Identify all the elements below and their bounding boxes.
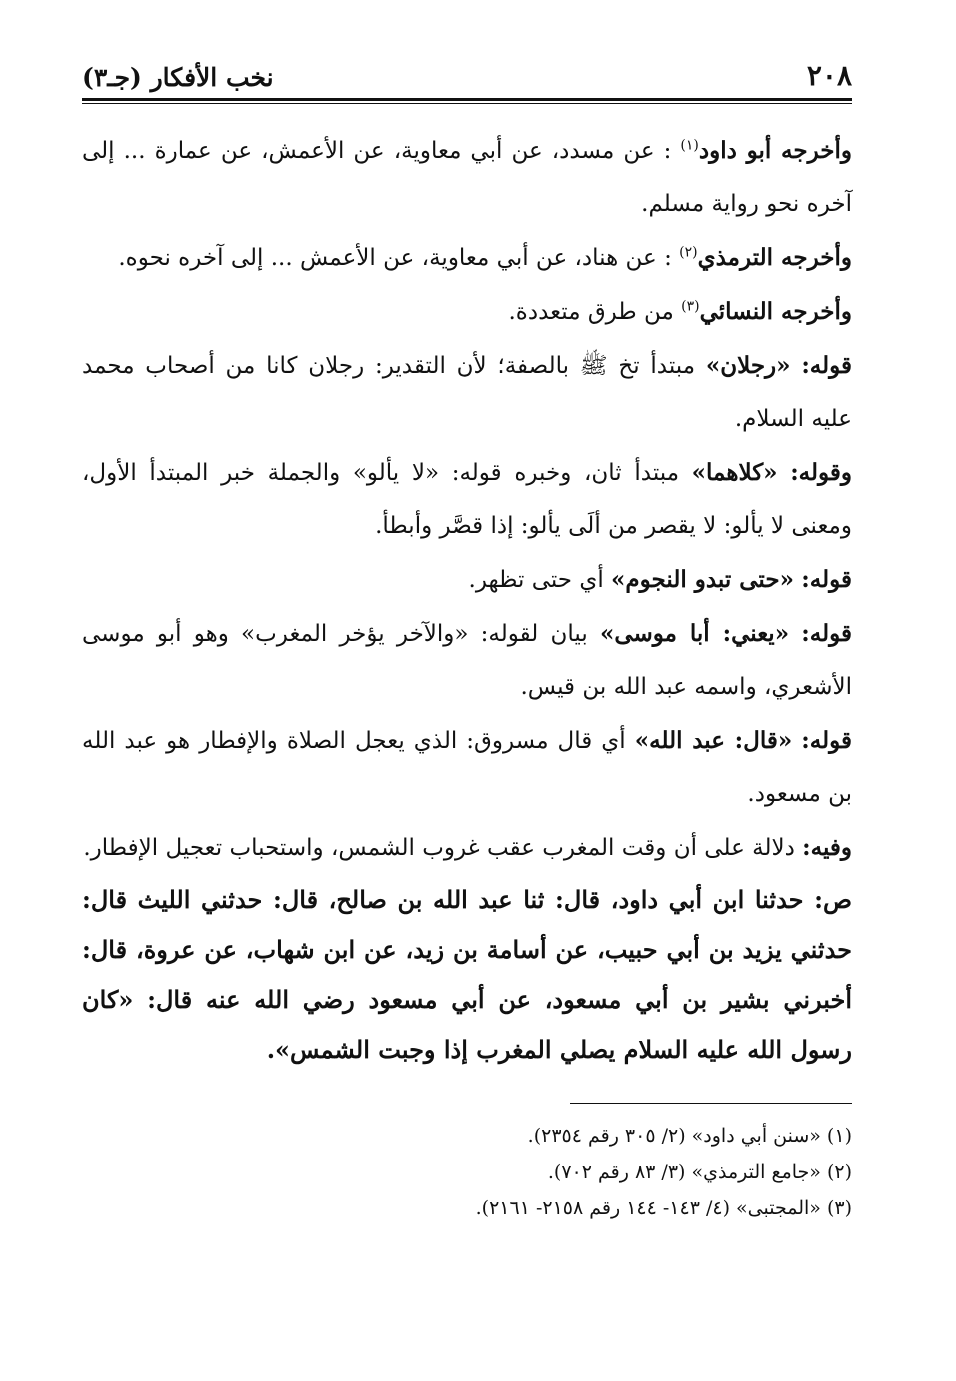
footnote-1: (١) «سنن أبي داود» (٢/ ٣٠٥ رقم ٢٣٥٤). [527,1125,852,1147]
footnote-ref[interactable]: (١) [680,137,699,154]
paragraph-tirmidhi [82,231,852,285]
paragraph-quote: «قال: عبد الله» [634,727,793,754]
paragraph-nujum [82,553,852,607]
footnote-2: (٢) «جامع الترمذي» (٣/ ٨٣ رقم ٧٠٢). [547,1161,852,1183]
paragraph-quote: «رجلان» [705,352,791,379]
page-number: ٢٠٨ [806,59,852,92]
paragraph-text: من طرق متعددة. [508,299,674,325]
header-rule-thin [82,103,852,104]
paragraph-fihi [82,821,852,875]
matn-text: حدثنا ابن أبي داود، قال: ثنا عبد الله بن صالح، قال: حدثني الليث قال: حدثني يزيد بن أبي حبيب، عن أسامة بن زيد، عن ابن شهاب، عن عروة، قال: أخبرني بشير بن أبي مسعود، عن أبي مسعود رضي الله عنه قال: «كان رسول الله عليه السلام يصلي المغرب إذا وجبت الشمس». [82,885,852,1064]
paragraph-lead: وفيه: [802,834,852,861]
page-header [82,52,852,92]
paragraph-quote: «حتى تبدو النجوم» [611,566,794,593]
paragraph-text: مبتدأ ثان، وخبره قوله: «لا يألو» والجملة خبر المبتدأ الأول، ومعنى لا يألو: لا يقصر من ألَى يألو: إذا قصَّر وأبطأ. [82,460,852,539]
paragraph-lead: وأخرجه الترمذي [697,244,852,271]
footnote-3: (٣) «المجتبى» (٤/ ١٤٣- ١٤٤ رقم ٢١٥٨- ٢١٦١). [475,1197,852,1219]
paragraph-text: مبتدأ تخ ﷺ بالصفة؛ لأن التقدير: رجلان كانا من أصحاب محمد عليه السلام. [82,353,852,432]
paragraph-text: : عن هناد، عن أبي معاوية، عن الأعمش ... إلى آخره نحوه. [118,245,672,271]
paragraph-lead: قوله: [801,620,853,647]
paragraph-text: أي قال مسروق: الذي يعجل الصلاة والإفطار هو عبد الله بن مسعود. [82,728,852,807]
paragraph-lead: وقوله: [790,459,852,486]
paragraph-abdullah [82,714,852,821]
paragraph-quote: «كلاهما» [691,459,778,486]
footnotes [82,1118,852,1226]
footnote-ref[interactable]: (٣) [681,298,700,315]
paragraph-lead: قوله: [801,727,853,754]
paragraph-text: أي حتى تظهر. [468,567,604,593]
paragraph-abu-dawud [82,124,852,231]
paragraph-lead: وأخرجه النسائي [699,298,852,325]
paragraph-quote: «يعني: أبا موسى» [599,620,790,647]
paragraph-nasai [82,285,852,339]
main-text [82,124,852,1075]
paragraph-rajulan [82,339,852,446]
paragraph-text: دلالة على أن وقت المغرب عقب غروب الشمس، واستحباب تعجيل الإفطار. [83,835,795,861]
paragraph-text: بيان لقوله: «والآخر يؤخر المغرب» وهو أبو موسى الأشعري، واسمه عبد الله بن قيس. [82,621,852,700]
paragraph-text: : عن مسدد، عن أبي معاوية، عن الأعمش، عن عمارة ... إلى آخره نحو رواية مسلم. [82,138,852,217]
paragraph-lead: قوله: [801,566,852,593]
paragraph-lead: قوله: [801,352,853,379]
footnote-rule [570,1103,852,1104]
matn-lead: ص: [814,885,853,914]
footnote-ref[interactable]: (٢) [679,244,698,261]
hadith-matn [82,875,852,1075]
header-rule [82,98,852,101]
paragraph-abu-musa [82,607,852,714]
paragraph-lead: وأخرجه أبو داود [698,137,852,164]
book-title: نخب الأفكار (جـ٣) [82,63,274,92]
paragraph-kilahuma [82,446,852,553]
